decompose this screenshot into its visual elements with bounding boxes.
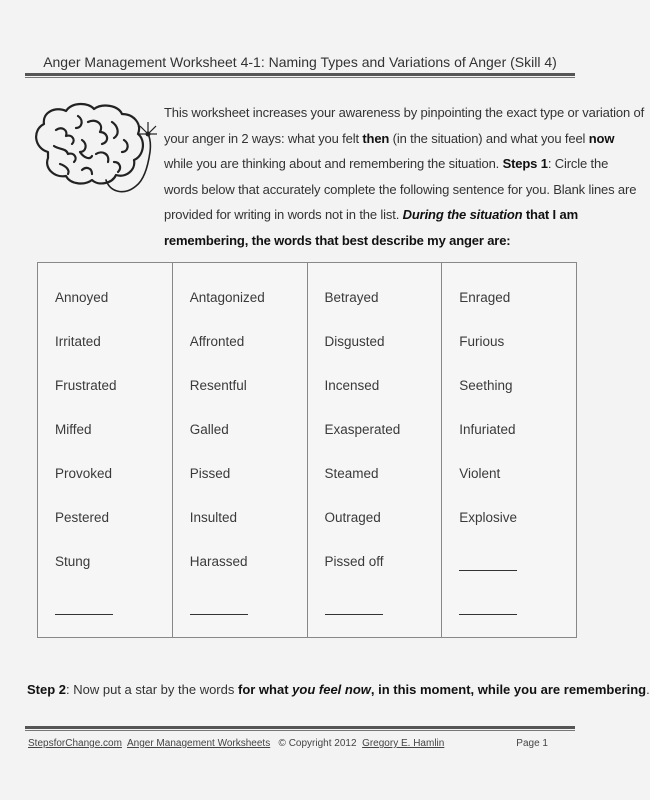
page-number: Page 1 [516, 738, 548, 749]
word-option[interactable]: Frustrated [55, 378, 117, 393]
blank-line[interactable] [459, 570, 517, 571]
word-option[interactable]: Betrayed [324, 290, 379, 305]
blank-line[interactable] [459, 614, 517, 615]
word-option[interactable]: Seething [459, 378, 513, 393]
word-option[interactable]: Exasperated [324, 422, 401, 437]
word-option[interactable]: Pissed off [324, 554, 384, 569]
word-option[interactable]: Incensed [324, 378, 380, 393]
intro-line-3c: : Circle the [547, 156, 609, 171]
footer-rule-thin [25, 730, 575, 731]
step-2-text-e: . [646, 682, 650, 697]
intro-now: now [588, 130, 615, 146]
intro-line-5a: provided for writing in words not in the list. [164, 207, 403, 222]
word-option[interactable]: Irritated [55, 334, 101, 349]
footer-site-link[interactable]: StepsforChange.com [28, 738, 122, 749]
word-option[interactable]: Miffed [55, 422, 92, 437]
footer-series-link[interactable]: Anger Management Worksheets [126, 738, 271, 749]
blank-line[interactable] [325, 614, 383, 615]
word-option[interactable]: Provoked [55, 466, 113, 481]
word-option[interactable]: Explosive [459, 510, 518, 525]
intro-line-2c: (in the situation) and what you feel [389, 130, 589, 146]
word-column-2 [173, 263, 308, 637]
intro-line-4: words below that accurately complete the following sentence for you. Blank lines are [164, 181, 637, 197]
brain-icon [26, 100, 158, 200]
word-option[interactable]: Furious [459, 334, 505, 349]
word-option[interactable]: Insulted [189, 510, 238, 525]
blank-line[interactable] [190, 614, 248, 615]
footer-rule [25, 726, 575, 729]
intro-steps-label: Steps 1 [502, 156, 548, 171]
blank-line[interactable] [55, 614, 113, 615]
step-2-text-c: you feel now [292, 682, 371, 697]
step-2-text-b: for what [237, 682, 293, 697]
word-option[interactable]: Pestered [55, 510, 110, 525]
word-option[interactable]: Antagonized [189, 290, 265, 305]
anger-words-grid [37, 262, 577, 638]
intro-then: then [362, 130, 390, 146]
word-option[interactable]: Annoyed [55, 290, 109, 305]
intro-during-situation: During the situation [402, 207, 523, 222]
word-option[interactable]: Pissed [189, 466, 231, 481]
word-option[interactable]: Enraged [459, 290, 511, 305]
intro-line-1: This worksheet increases your awareness by pinpointing the exact type or variation of [164, 105, 645, 120]
intro-line-6: remembering, the words that best describe my anger are: [164, 232, 511, 248]
footer-copyright: © Copyright 2012 [278, 738, 357, 749]
word-option[interactable]: Stung [55, 554, 91, 569]
title-rule [25, 73, 575, 76]
step-2-text-d: , in this moment, while you are remembering [370, 682, 647, 697]
worksheet-title: Anger Management Worksheet 4-1: Naming Types and Variations of Anger (Skill 4) [43, 54, 557, 70]
word-column-4 [442, 263, 576, 637]
word-option[interactable]: Violent [459, 466, 501, 481]
footer [28, 738, 548, 749]
step-2-instruction [27, 682, 650, 697]
intro-line-2a: your anger in 2 ways: what you felt [164, 130, 363, 146]
intro-text [164, 100, 645, 253]
intro-line-5c: that I am [522, 207, 578, 222]
word-option[interactable]: Disgusted [324, 334, 385, 349]
footer-author-link[interactable]: Gregory E. Hamlin [362, 738, 445, 749]
title-rule-thin [25, 77, 575, 78]
step-2-label: Step 2 [27, 682, 67, 697]
intro-line-3a: while you are thinking about and remembering the situation. [164, 156, 503, 171]
word-option[interactable]: Harassed [189, 554, 248, 569]
word-column-1 [38, 263, 173, 637]
word-option[interactable]: Resentful [189, 378, 247, 393]
word-column-3 [308, 263, 443, 637]
word-option[interactable]: Steamed [324, 466, 379, 481]
word-option[interactable]: Outraged [324, 510, 381, 525]
word-option[interactable]: Affronted [189, 334, 245, 349]
word-option[interactable]: Infuriated [459, 422, 516, 437]
step-2-text-a: : Now put a star by the words [66, 682, 238, 697]
word-option[interactable]: Galled [189, 422, 229, 437]
